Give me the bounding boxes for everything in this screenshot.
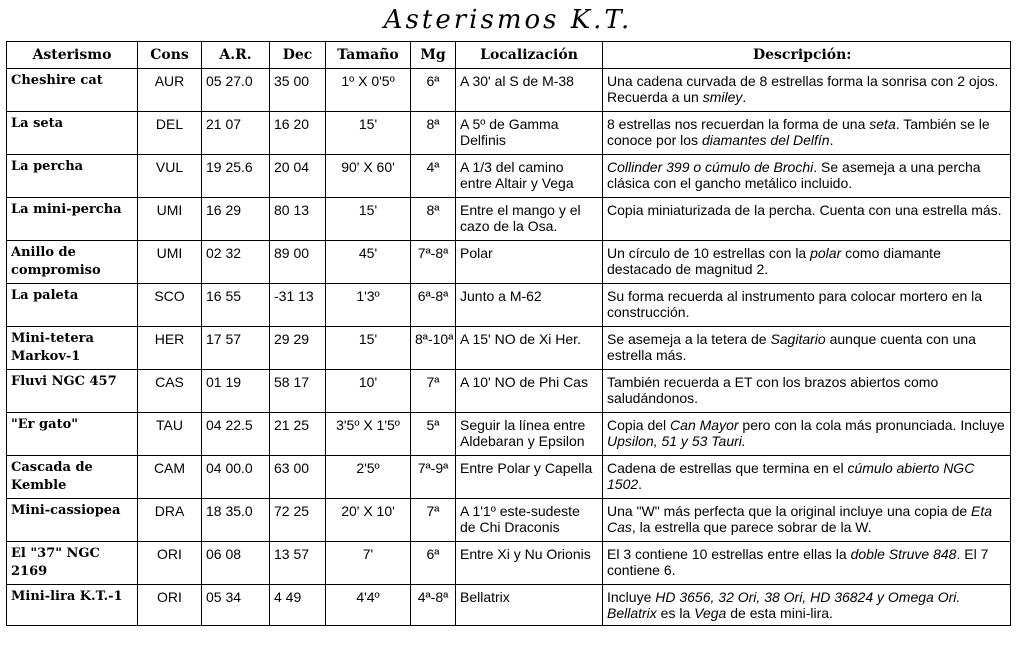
col-header-location: Localización: [456, 42, 603, 69]
right-ascension-cell: 02 32: [202, 241, 270, 284]
description-text: 8 estrellas nos recuerdan la forma de una: [607, 116, 870, 132]
asterism-name-cell: Cheshire cat: [7, 69, 138, 112]
table-row: [7, 413, 1011, 456]
description-italic-text: HD 3656, 32 Ori, 38 Ori, HD 36824 y Omega Ori. Bellatrix: [607, 589, 961, 621]
description-text: . También se le conoce por los: [607, 116, 990, 148]
size-cell: 15': [326, 327, 411, 370]
description-italic-text: diamantes del Delfín: [701, 132, 830, 148]
description-text: También recuerda a ET con los brazos abiertos como saludándonos.: [607, 374, 939, 406]
description-cell: [603, 370, 1011, 413]
description-text: Una cadena curvada de 8 estrellas forma la sonrisa con 2 ojos. Recuerda a un: [607, 73, 999, 105]
description-text: Cadena de estrellas que termina en el: [607, 460, 848, 476]
description-cell: [603, 112, 1011, 155]
location-cell: A 30' al S de M-38: [456, 69, 603, 112]
table-row: [7, 370, 1011, 413]
col-header-description: Descripción:: [603, 42, 1011, 69]
location-cell: Polar: [456, 241, 603, 284]
size-cell: 20' X 10': [326, 499, 411, 542]
description-italic-text: Upsilon, 51 y 53 Tauri.: [607, 433, 746, 449]
description-italic-text: Can Mayor: [670, 417, 739, 433]
header-row: [7, 42, 1011, 69]
description-text: . Se asemeja a una percha clásica con el gancho metálico incluido.: [607, 159, 981, 191]
declination-cell: 21 25: [270, 413, 326, 456]
declination-cell: 13 57: [270, 542, 326, 585]
asterism-name-cell: "Er gato": [7, 413, 138, 456]
right-ascension-cell: 16 55: [202, 284, 270, 327]
description-text: .: [742, 89, 747, 105]
right-ascension-cell: 19 25.6: [202, 155, 270, 198]
declination-cell: 35 00: [270, 69, 326, 112]
magnitude-cell: 8ª: [411, 112, 456, 155]
magnitude-cell: 8ª-10ª: [411, 327, 456, 370]
magnitude-cell: 7ª: [411, 499, 456, 542]
declination-cell: 4 49: [270, 585, 326, 626]
constellation-cell: CAM: [138, 456, 202, 499]
description-text: . El 7 contiene 6.: [607, 546, 989, 578]
magnitude-cell: 7ª-9ª: [411, 456, 456, 499]
description-text: es la: [656, 605, 695, 621]
right-ascension-cell: 16 29: [202, 198, 270, 241]
description-cell: [603, 241, 1011, 284]
magnitude-cell: 6ª: [411, 542, 456, 585]
col-header-size: Tamaño: [326, 42, 411, 69]
description-cell: [603, 585, 1011, 626]
size-cell: 7': [326, 542, 411, 585]
description-text: pero con la cola más pronunciada. Incluye: [738, 417, 1005, 433]
constellation-cell: ORI: [138, 542, 202, 585]
asterism-name-cell: La percha: [7, 155, 138, 198]
description-text: como diamante destacado de magnitud 2.: [607, 245, 941, 277]
description-cell: [603, 456, 1011, 499]
col-header-cons: Cons: [138, 42, 202, 69]
size-cell: 1º X 0'5º: [326, 69, 411, 112]
declination-cell: 63 00: [270, 456, 326, 499]
constellation-cell: VUL: [138, 155, 202, 198]
description-italic-text: cúmulo abierto NGC 1502: [607, 460, 975, 492]
table-row: [7, 241, 1011, 284]
constellation-cell: UMI: [138, 241, 202, 284]
location-cell: A 10' NO de Phi Cas: [456, 370, 603, 413]
location-cell: A 1/3 del camino entre Altair y Vega: [456, 155, 603, 198]
table-row: [7, 198, 1011, 241]
description-cell: [603, 413, 1011, 456]
constellation-cell: TAU: [138, 413, 202, 456]
size-cell: 4'4º: [326, 585, 411, 626]
description-text: Una "W" más perfecta que la original incluye una copia de: [607, 503, 972, 519]
magnitude-cell: 6ª: [411, 69, 456, 112]
constellation-cell: CAS: [138, 370, 202, 413]
magnitude-cell: 7ª-8ª: [411, 241, 456, 284]
table-row: [7, 585, 1011, 626]
description-cell: [603, 284, 1011, 327]
location-cell: A 15' NO de Xi Her.: [456, 327, 603, 370]
constellation-cell: AUR: [138, 69, 202, 112]
constellation-cell: DRA: [138, 499, 202, 542]
description-text: de esta mini-lira.: [726, 605, 833, 621]
asterism-name-cell: La seta: [7, 112, 138, 155]
declination-cell: 20 04: [270, 155, 326, 198]
right-ascension-cell: 04 00.0: [202, 456, 270, 499]
description-text: Incluye: [607, 589, 656, 605]
declination-cell: 80 13: [270, 198, 326, 241]
right-ascension-cell: 17 57: [202, 327, 270, 370]
declination-cell: -31 13: [270, 284, 326, 327]
asterism-name-cell: La paleta: [7, 284, 138, 327]
col-header-ar: A.R.: [202, 42, 270, 69]
description-italic-text: Vega: [694, 605, 727, 621]
asterism-name-cell: Anillo de compromiso: [7, 241, 138, 284]
col-header-asterismo: Asterismo: [7, 42, 138, 69]
location-cell: A 5º de Gamma Delfinis: [456, 112, 603, 155]
constellation-cell: UMI: [138, 198, 202, 241]
magnitude-cell: 7ª: [411, 370, 456, 413]
size-cell: 15': [326, 112, 411, 155]
description-text: .: [829, 132, 834, 148]
right-ascension-cell: 21 07: [202, 112, 270, 155]
description-text: Copia miniaturizada de la percha. Cuenta con una estrella más.: [607, 202, 1002, 218]
description-text: aunque cuenta con una estrella más.: [607, 331, 976, 363]
asterism-name-cell: Cascada de Kemble: [7, 456, 138, 499]
asterism-table: [6, 41, 1011, 626]
right-ascension-cell: 04 22.5: [202, 413, 270, 456]
table-row: [7, 327, 1011, 370]
location-cell: A 1'1º este-sudeste de Chi Draconis: [456, 499, 603, 542]
size-cell: 2'5º: [326, 456, 411, 499]
magnitude-cell: 4ª: [411, 155, 456, 198]
description-italic-text: polar: [810, 245, 842, 261]
description-cell: [603, 155, 1011, 198]
location-cell: Entre Polar y Capella: [456, 456, 603, 499]
asterism-name-cell: La mini-percha: [7, 198, 138, 241]
size-cell: 10': [326, 370, 411, 413]
location-cell: Junto a M-62: [456, 284, 603, 327]
col-header-mg: Mg: [411, 42, 456, 69]
description-cell: [603, 327, 1011, 370]
constellation-cell: HER: [138, 327, 202, 370]
description-text: .: [638, 476, 643, 492]
location-cell: Entre Xi y Nu Orionis: [456, 542, 603, 585]
description-text: Su forma recuerda al instrumento para colocar mortero en la construcción.: [607, 288, 983, 320]
description-cell: [603, 69, 1011, 112]
declination-cell: 89 00: [270, 241, 326, 284]
location-cell: Seguir la línea entre Aldebaran y Epsilon: [456, 413, 603, 456]
table-row: [7, 284, 1011, 327]
location-cell: Bellatrix: [456, 585, 603, 626]
magnitude-cell: 5ª: [411, 413, 456, 456]
size-cell: 45': [326, 241, 411, 284]
constellation-cell: ORI: [138, 585, 202, 626]
description-text: El 3 contiene 10 estrellas entre ellas la: [607, 546, 851, 562]
size-cell: 1'3º: [326, 284, 411, 327]
description-text: Copia del: [607, 417, 671, 433]
size-cell: 15': [326, 198, 411, 241]
magnitude-cell: 8ª: [411, 198, 456, 241]
right-ascension-cell: 18 35.0: [202, 499, 270, 542]
page-title: Asterismos K.T.: [383, 5, 633, 35]
table-row: [7, 69, 1011, 112]
description-text: Se asemeja a la tetera de: [607, 331, 771, 347]
table-row: [7, 456, 1011, 499]
right-ascension-cell: 06 08: [202, 542, 270, 585]
description-italic-text: seta: [869, 116, 896, 132]
description-cell: [603, 542, 1011, 585]
asterism-name-cell: Mini-lira K.T.-1: [7, 585, 138, 626]
declination-cell: 72 25: [270, 499, 326, 542]
asterism-name-cell: Mini-cassiopea: [7, 499, 138, 542]
description-italic-text: smiley: [702, 89, 743, 105]
right-ascension-cell: 01 19: [202, 370, 270, 413]
declination-cell: 16 20: [270, 112, 326, 155]
declination-cell: 58 17: [270, 370, 326, 413]
constellation-cell: DEL: [138, 112, 202, 155]
size-cell: 3'5º X 1'5º: [326, 413, 411, 456]
description-italic-text: Sagitario: [770, 331, 826, 347]
description-cell: [603, 499, 1011, 542]
table-row: [7, 499, 1011, 542]
magnitude-cell: 4ª-8ª: [411, 585, 456, 626]
description-text: , la estrella que parece sobrar de la W.: [631, 519, 872, 535]
description-italic-text: Eta Cas: [607, 503, 993, 535]
constellation-cell: SCO: [138, 284, 202, 327]
magnitude-cell: 6ª-8ª: [411, 284, 456, 327]
location-cell: Entre el mango y el cazo de la Osa.: [456, 198, 603, 241]
size-cell: 90' X 60': [326, 155, 411, 198]
table-row: [7, 112, 1011, 155]
declination-cell: 29 29: [270, 327, 326, 370]
table-row: [7, 155, 1011, 198]
description-italic-text: doble Struve 848: [850, 546, 957, 562]
description-text: Un círculo de 10 estrellas con la: [607, 245, 811, 261]
description-cell: [603, 198, 1011, 241]
col-header-dec: Dec: [270, 42, 326, 69]
right-ascension-cell: 05 27.0: [202, 69, 270, 112]
description-italic-text: Collinder 399 o cúmulo de Brochi: [607, 159, 814, 175]
table-row: [7, 542, 1011, 585]
asterism-name-cell: El "37" NGC 2169: [7, 542, 138, 585]
right-ascension-cell: 05 34: [202, 585, 270, 626]
asterism-name-cell: Mini-tetera Markov-1: [7, 327, 138, 370]
asterism-name-cell: Fluvi NGC 457: [7, 370, 138, 413]
